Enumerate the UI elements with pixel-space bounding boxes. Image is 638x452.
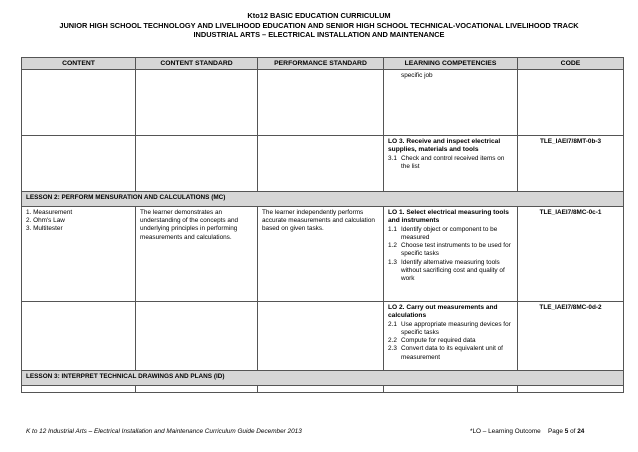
table-cell — [384, 302, 518, 371]
item-number: 1.3 — [388, 258, 397, 266]
lo-title: LO 2. Carry out measurements and calculations — [388, 304, 498, 320]
page-total: 24 — [577, 428, 585, 435]
performance-standard-cell: The learner independently performs accurate measurements and calculation based on given tasks. — [258, 207, 384, 302]
competency-continuation: specific job — [401, 72, 433, 79]
doc-subtitle: JUNIOR HIGH SCHOOL TECHNOLOGY AND LIVELIHOOD EDUCATION AND SENIOR HIGH SCHOOL TECHNICAL-VOCATIONAL LIVELIHOOD TRACK — [59, 21, 579, 30]
item-text: Identify object or component to be measured — [401, 225, 498, 242]
doc-subject: INDUSTRIAL ARTS – ELECTRICAL INSTALLATION AND MAINTENANCE — [193, 30, 445, 39]
table-cell — [22, 136, 136, 192]
curriculum-table — [21, 57, 624, 393]
table-row — [22, 302, 624, 371]
content-standard-cell: The learner demonstrates an understanding of the concepts and underlying principles in performing measurements and calculations. — [136, 207, 258, 302]
table-cell — [258, 302, 384, 371]
table-row — [22, 70, 624, 136]
table-cell — [384, 70, 518, 136]
item-text: Identify alternative measuring tools without sacrificing cost and quality of work — [401, 258, 505, 283]
table-cell — [22, 386, 136, 393]
col-header-content-standard: CONTENT STANDARD — [136, 58, 258, 70]
table-cell — [22, 70, 136, 136]
lo-title: LO 1. Select electrical measuring tools and instruments — [388, 209, 509, 225]
table-cell — [518, 70, 624, 136]
competency-item — [388, 337, 513, 345]
item-number: 2.3 — [388, 345, 397, 353]
content-item: 2. Ohm's Law — [26, 217, 65, 225]
competency-item — [388, 345, 513, 361]
table-cell — [384, 136, 518, 192]
table-cell — [384, 207, 518, 302]
competency-code: TLE_IAEI7/8MC-0d-2 — [518, 302, 624, 371]
competency-item — [388, 226, 513, 242]
lesson-label: LESSON 3: INTERPRET TECHNICAL DRAWINGS AND PLANS (ID) — [22, 371, 624, 386]
table-cell — [518, 386, 624, 393]
table-cell — [384, 386, 518, 393]
competency-item — [388, 155, 513, 171]
footer-legend: *LO – Learning Outcome — [470, 428, 541, 435]
item-text: Check and control received items on the list — [401, 154, 505, 171]
table-cell — [22, 302, 136, 371]
col-header-learning-competencies: LEARNING COMPETENCIES — [384, 58, 518, 70]
table-cell — [22, 207, 136, 302]
content-item: 3. Multitester — [26, 225, 63, 233]
doc-title: Kto12 BASIC EDUCATION CURRICULUM — [247, 11, 391, 20]
page-of: of — [570, 428, 576, 435]
competency-item — [388, 321, 513, 337]
table-cell — [136, 70, 258, 136]
content-item: 1. Measurement — [26, 209, 73, 216]
lo-title: LO 3. Receive and inspect electrical supplies, materials and tools — [388, 138, 501, 154]
page-prefix: Page — [548, 428, 563, 435]
item-number: 2.2 — [388, 337, 397, 345]
table-row — [22, 207, 624, 302]
item-number: 1.2 — [388, 242, 397, 250]
col-header-performance-standard: PERFORMANCE STANDARD — [258, 58, 384, 70]
table-cell — [258, 136, 384, 192]
table-cell — [136, 136, 258, 192]
item-number: 2.1 — [388, 320, 397, 328]
competency-item — [388, 242, 513, 258]
footer-page-number — [548, 428, 584, 436]
footer-doc-title: K to 12 Industrial Arts – Electrical Installation and Maintenance Curriculum Guide December 2013 — [26, 428, 302, 435]
competency-code: TLE_IAEI7/8MC-0c-1 — [518, 207, 624, 302]
table-cell — [136, 386, 258, 393]
table-row — [22, 136, 624, 192]
lesson-label: LESSON 2: PERFORM MENSURATION AND CALCULATIONS (MC) — [22, 192, 624, 207]
item-text: Convert data to its equivalent unit of measurement — [401, 345, 503, 361]
table-cell — [258, 70, 384, 136]
table-cell — [258, 386, 384, 393]
item-text: Use appropriate measuring devices for specific tasks — [401, 320, 511, 337]
competency-code: TLE_IAEI7/8MT-0b-3 — [518, 136, 624, 192]
item-text: Choose test instruments to be used for specific tasks — [401, 242, 511, 258]
table-header-row — [22, 58, 624, 70]
page-current: 5 — [564, 428, 569, 435]
item-number: 3.1 — [388, 154, 397, 162]
col-header-content: CONTENT — [22, 58, 136, 70]
competency-item — [388, 259, 513, 284]
lesson-row — [22, 192, 624, 207]
item-number: 1.1 — [388, 225, 397, 233]
table-row — [22, 386, 624, 393]
lesson-row — [22, 371, 624, 386]
table-cell — [136, 302, 258, 371]
item-text: Compute for required data — [401, 337, 476, 345]
col-header-code: CODE — [518, 58, 624, 70]
